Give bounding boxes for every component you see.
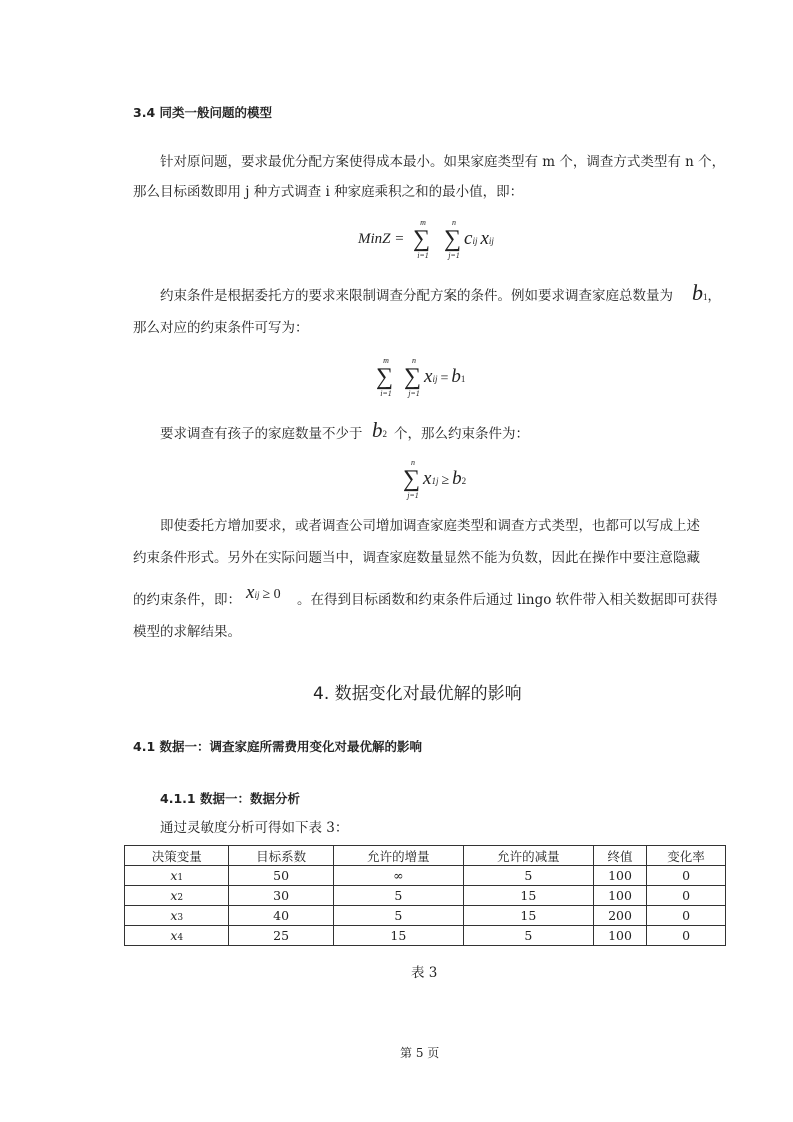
table-cell: 5 (333, 906, 463, 926)
paragraph-line: 即使委托方增加要求，或者调查公司增加调查家庭类型和调查方式类型，也都可以写成上述 (160, 518, 700, 534)
paragraph-line: 要求调查有孩子的家庭数量不少于 (160, 426, 363, 442)
subsection-heading-4-1-1: 4.1.1 数据一：数据分析 (160, 791, 300, 806)
sum-lower-limit: i=1 (417, 251, 429, 260)
page-number: 第 5 页 (400, 1046, 440, 1060)
table-header-cell: 目标系数 (229, 846, 333, 866)
summation-symbol: n ∑ j=1 (404, 356, 422, 398)
table-cell: x1 (125, 866, 229, 886)
table-row (125, 866, 726, 886)
table-row (125, 886, 726, 906)
table-cell: x2 (125, 886, 229, 906)
table-cell: 15 (463, 906, 593, 926)
paragraph-line: 模型的求解结果。 (133, 624, 241, 640)
table-cell: 5 (333, 886, 463, 906)
table-cell: x4 (125, 926, 229, 946)
summation-symbol: n ∑ j=1 (403, 458, 421, 500)
table-header-cell: 终值 (593, 846, 646, 866)
table-header-row (125, 846, 726, 866)
table-cell: ∞ (333, 866, 463, 886)
table-cell: 100 (593, 926, 646, 946)
table-cell: 50 (229, 866, 333, 886)
constraint-body: x1j ≥ b2 (423, 468, 467, 489)
table-header-cell: 变化率 (647, 846, 726, 866)
table-cell: 15 (463, 886, 593, 906)
section-heading-3-4: 3.4 同类一般问题的模型 (133, 105, 272, 120)
summation-symbol (444, 218, 464, 260)
subsection-heading-4-1: 4.1 数据一：调查家庭所需费用变化对最优解的影响 (133, 739, 422, 754)
table-cell: 25 (229, 926, 333, 946)
table-intro: 通过灵敏度分析可得如下表 3： (160, 820, 349, 836)
table-cell: 100 (593, 866, 646, 886)
sum-upper-limit: n (452, 218, 456, 227)
summation-symbol (413, 218, 433, 260)
table-cell: 0 (647, 926, 726, 946)
sum-upper-limit: m (420, 218, 426, 227)
eq-lhs: MinZ = (358, 231, 405, 247)
b1-inline: b1， (692, 280, 721, 305)
paragraph-line: 。在得到目标函数和约束条件后通过 lingo 软件带入相关数据即可获得 (297, 592, 718, 608)
term-cost: cij xij (464, 228, 494, 249)
paragraph-line: 的约束条件，即： (133, 592, 241, 608)
table-row (125, 926, 726, 946)
paragraph-line: 个，那么约束条件为： (394, 426, 529, 442)
nonneg-constraint: xij ≥ 0 (246, 582, 281, 603)
table-row (125, 906, 726, 926)
table-cell: 0 (647, 866, 726, 886)
paragraph-line: 约束条件是根据委托方的要求来限制调查分配方案的条件。例如要求调查家庭总数量为 (160, 288, 673, 304)
table-cell: 15 (333, 926, 463, 946)
table-cell: 5 (463, 866, 593, 886)
table-header-cell: 允许的减量 (463, 846, 593, 866)
paragraph-line: 那么目标函数即用 j 种方式调查 i 种家庭乘积之和的最小值，即： (133, 184, 524, 200)
table-cell: 0 (647, 886, 726, 906)
table-cell: 0 (647, 906, 726, 926)
paragraph-line: 那么对应的约束条件可写为： (133, 320, 309, 336)
sigma-glyph: ∑ (444, 226, 462, 252)
paragraph-line: 约束条件形式。另外在实际问题当中，调查家庭数量显然不能为负数，因此在操作中要注意隐藏 (133, 550, 700, 566)
table-cell: x3 (125, 906, 229, 926)
table-caption: 表 3 (411, 965, 438, 981)
table-cell: 200 (593, 906, 646, 926)
table-cell: 5 (463, 926, 593, 946)
table-header-cell: 允许的增量 (333, 846, 463, 866)
table-cell: 100 (593, 886, 646, 906)
section-heading-4: 4. 数据变化对最优解的影响 (313, 684, 522, 704)
table-header-cell: 决策变量 (125, 846, 229, 866)
sensitivity-table (124, 845, 726, 946)
table-cell: 30 (229, 886, 333, 906)
table-cell: 40 (229, 906, 333, 926)
b2-inline: b2 (372, 418, 387, 442)
constraint-body: xij = b1 (424, 366, 466, 387)
summation-symbol: m ∑ i=1 (376, 356, 394, 398)
sigma-glyph: ∑ (413, 226, 431, 252)
sum-lower-limit: j=1 (448, 251, 460, 260)
paragraph-line: 针对原问题，要求最优分配方案使得成本最小。如果家庭类型有 m 个，调查方式类型有 n 个， (160, 154, 726, 170)
